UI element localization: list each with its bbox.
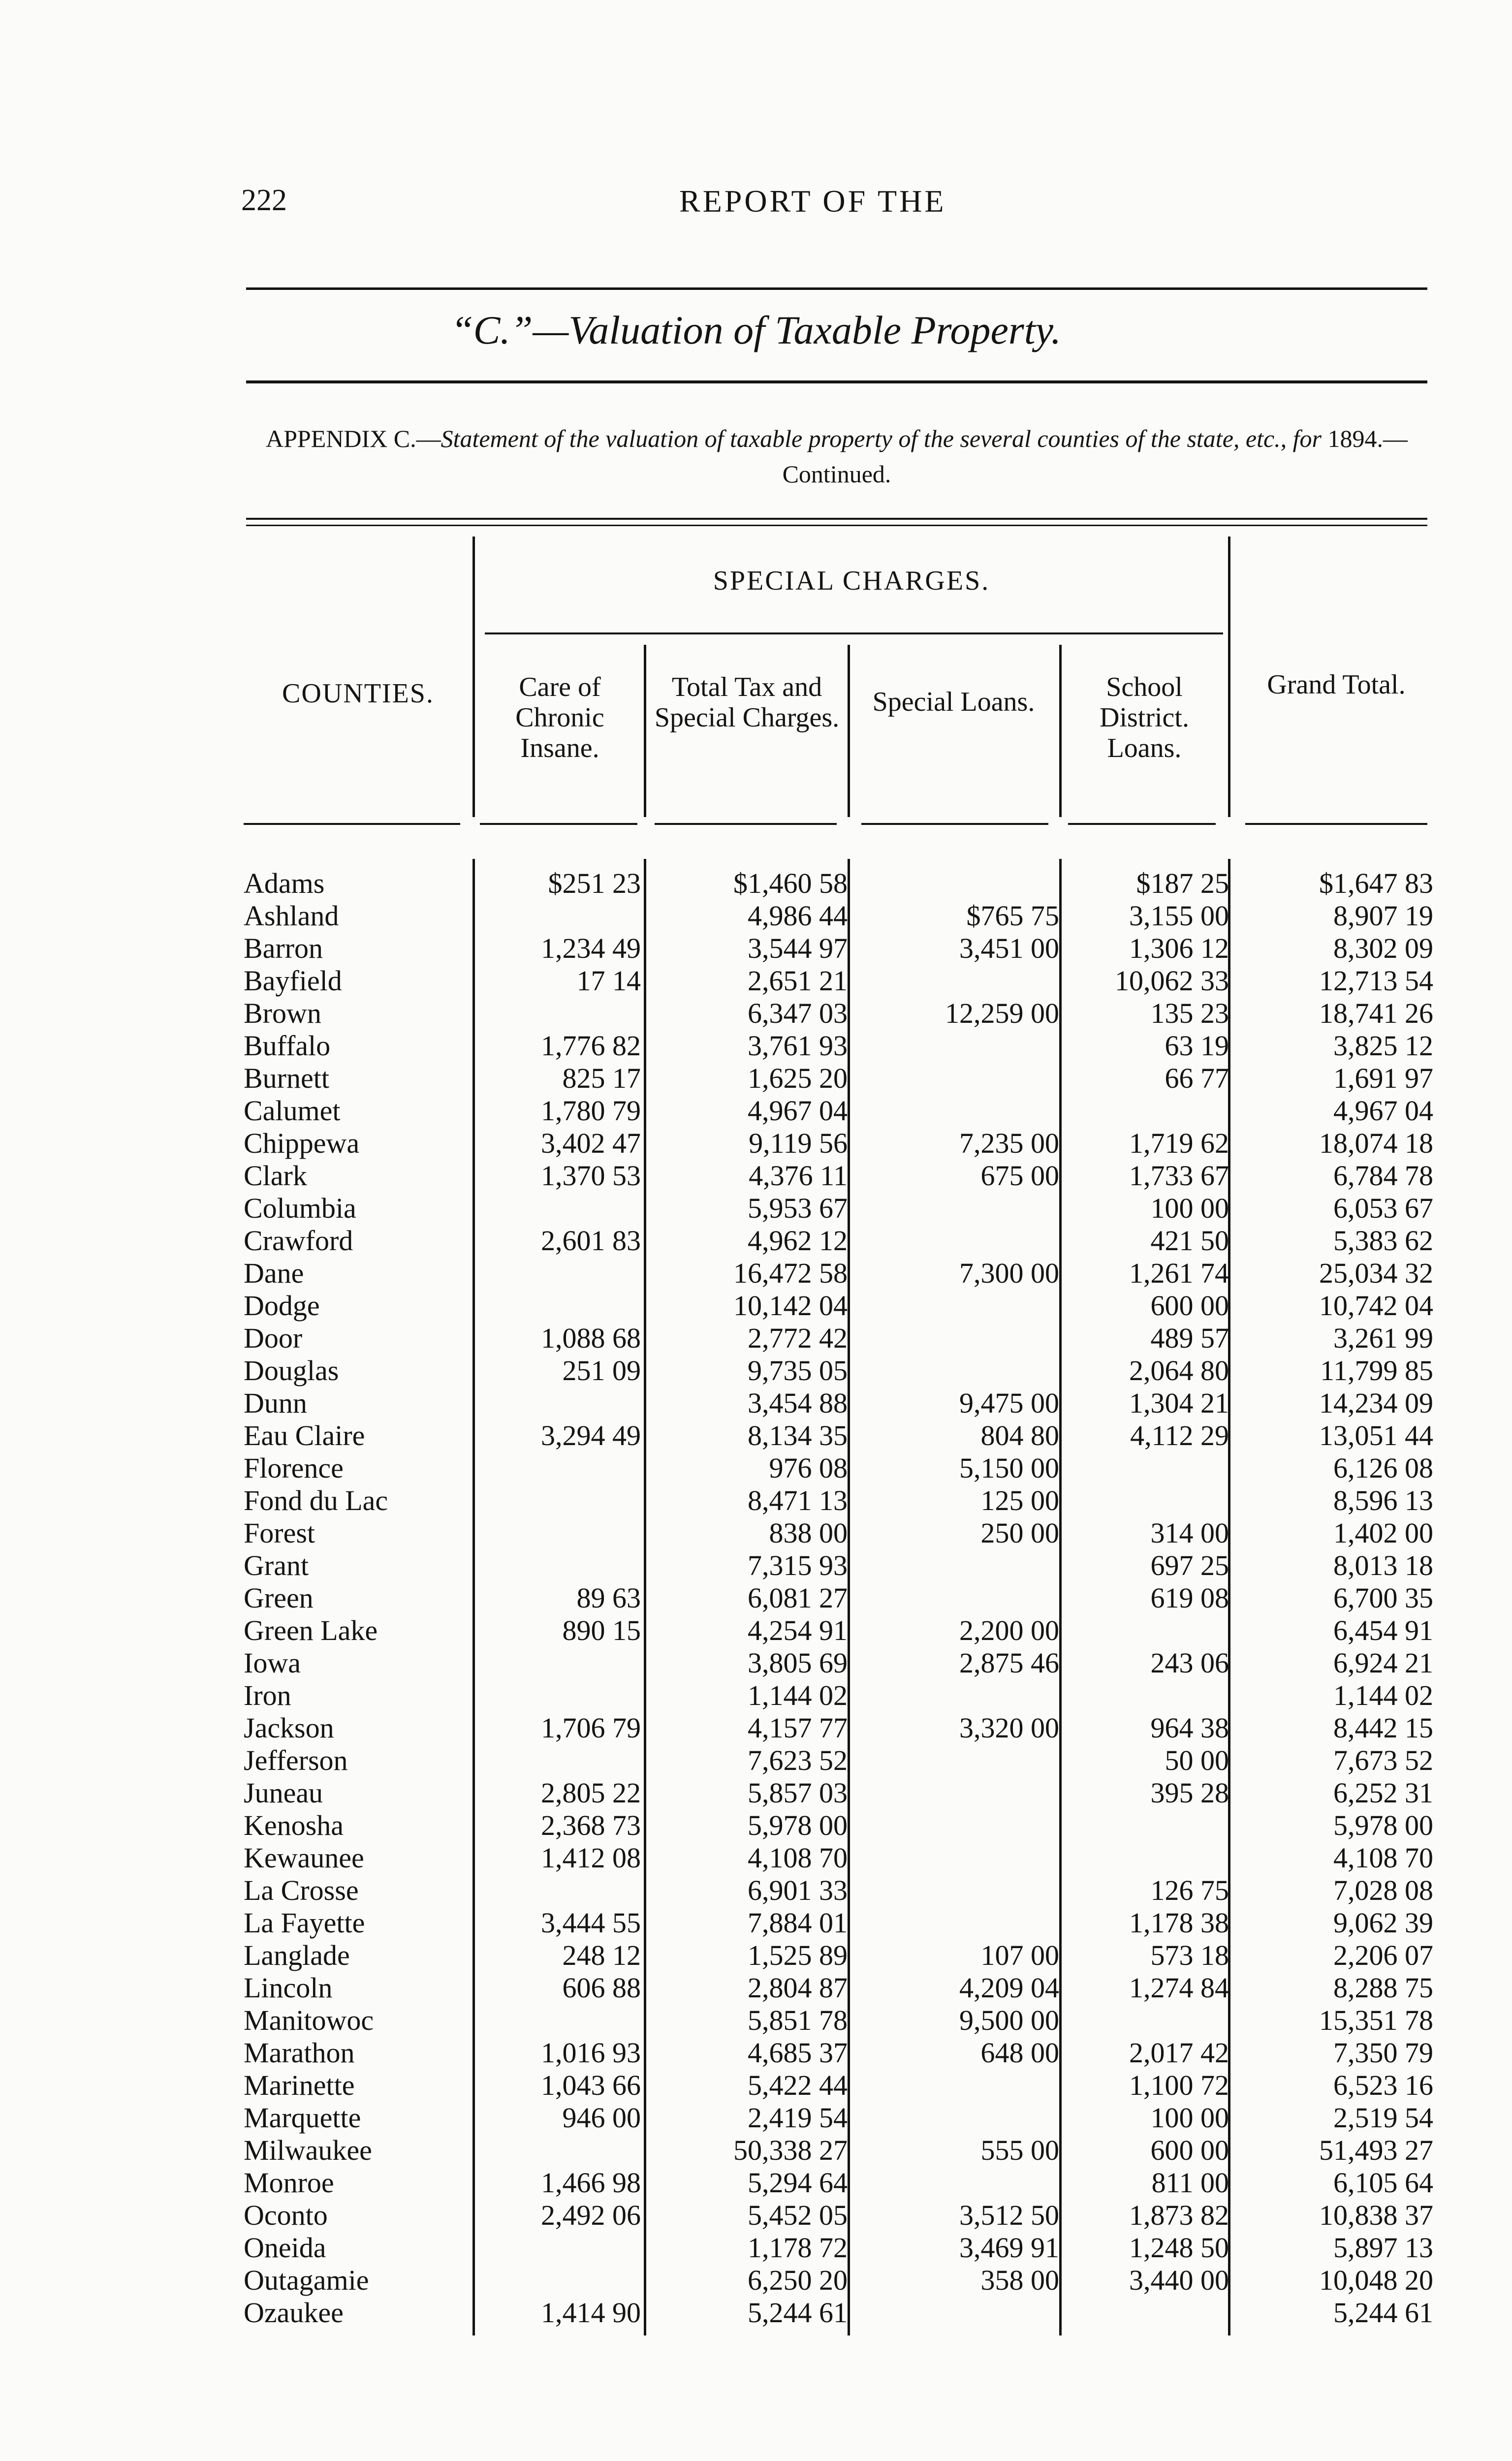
school-district-loans: 4,112 29 bbox=[1130, 1420, 1229, 1451]
grand-total: 1,402 00 bbox=[1333, 1517, 1433, 1549]
table-row bbox=[0, 1874, 1512, 1907]
school-district-loans: 66 77 bbox=[1165, 1062, 1229, 1094]
grand-total: 7,350 79 bbox=[1333, 2037, 1433, 2069]
grand-total: 4,967 04 bbox=[1333, 1095, 1433, 1127]
total-tax-special-charges: 2,804 87 bbox=[748, 1972, 848, 2004]
grand-total: 8,302 09 bbox=[1333, 932, 1433, 964]
total-tax-special-charges: 3,761 93 bbox=[748, 1030, 848, 1062]
grand-total: 18,741 26 bbox=[1319, 997, 1433, 1029]
county-name: Ozaukee bbox=[244, 2297, 344, 2329]
grand-total: 10,838 37 bbox=[1319, 2199, 1433, 2231]
special-loans: 648 00 bbox=[980, 2037, 1059, 2069]
grand-total: 6,523 16 bbox=[1333, 2069, 1433, 2101]
county-name: Kewaunee bbox=[244, 1842, 364, 1874]
special-loans: 4,209 04 bbox=[959, 1972, 1059, 2004]
county-name: Lincoln bbox=[244, 1972, 333, 2004]
total-tax-special-charges: $1,460 58 bbox=[733, 867, 848, 899]
school-district-loans: 600 00 bbox=[1150, 1290, 1229, 1322]
grand-total: 12,713 54 bbox=[1319, 965, 1433, 997]
table-row bbox=[0, 900, 1512, 932]
county-name: Marquette bbox=[244, 2102, 361, 2134]
special-loans: 250 00 bbox=[980, 1517, 1059, 1549]
group-header-rule bbox=[485, 632, 1223, 634]
county-name: Outagamie bbox=[244, 2264, 369, 2296]
total-tax-special-charges: 3,544 97 bbox=[748, 932, 848, 964]
school-district-loans: 50 00 bbox=[1165, 1744, 1229, 1776]
table-row bbox=[0, 2069, 1512, 2102]
header-underline-5 bbox=[1068, 823, 1216, 825]
running-head: REPORT OF THE bbox=[679, 184, 946, 219]
grand-total: 6,454 91 bbox=[1333, 1614, 1433, 1646]
grand-total: 8,288 75 bbox=[1333, 1972, 1433, 2004]
county-name: Brown bbox=[244, 997, 321, 1029]
county-name: Clark bbox=[244, 1160, 307, 1192]
grand-total: 13,051 44 bbox=[1319, 1420, 1433, 1451]
care-chronic-insane: 946 00 bbox=[562, 2102, 641, 2134]
table-row bbox=[0, 867, 1512, 900]
table-row bbox=[0, 2264, 1512, 2297]
total-tax-special-charges: 4,157 77 bbox=[748, 1712, 848, 1744]
table-row bbox=[0, 1712, 1512, 1744]
title-rule bbox=[246, 380, 1427, 383]
county-name: Columbia bbox=[244, 1192, 356, 1224]
table-row bbox=[0, 2004, 1512, 2037]
total-tax-special-charges: 16,472 58 bbox=[733, 1257, 848, 1289]
care-chronic-insane: 1,088 68 bbox=[541, 1322, 641, 1354]
county-name: Milwaukee bbox=[244, 2134, 372, 2166]
total-tax-special-charges: 838 00 bbox=[769, 1517, 848, 1549]
county-name: Ashland bbox=[244, 900, 339, 932]
school-district-loans: 1,248 50 bbox=[1129, 2232, 1229, 2264]
header-underline-2 bbox=[480, 823, 637, 825]
table-row bbox=[0, 1257, 1512, 1290]
total-tax-special-charges: 10,142 04 bbox=[733, 1290, 848, 1322]
grand-total: 6,700 35 bbox=[1333, 1582, 1433, 1614]
total-tax-special-charges: 7,884 01 bbox=[748, 1907, 848, 1939]
table-row bbox=[0, 1809, 1512, 1842]
special-loans: 107 00 bbox=[980, 1939, 1059, 1971]
county-name: Crawford bbox=[244, 1225, 353, 1257]
total-tax-special-charges: 5,452 05 bbox=[748, 2199, 848, 2231]
table-row bbox=[0, 2297, 1512, 2329]
special-loans: 9,475 00 bbox=[959, 1387, 1059, 1419]
total-tax-special-charges: 8,471 13 bbox=[748, 1484, 848, 1516]
grand-total: 5,897 13 bbox=[1333, 2232, 1433, 2264]
table-row bbox=[0, 932, 1512, 965]
total-tax-special-charges: 5,851 78 bbox=[748, 2004, 848, 2036]
care-chronic-insane: 1,234 49 bbox=[541, 932, 641, 964]
school-district-loans: 100 00 bbox=[1150, 1192, 1229, 1224]
table-row bbox=[0, 1062, 1512, 1095]
school-district-loans: 697 25 bbox=[1150, 1549, 1229, 1581]
total-tax-special-charges: 9,735 05 bbox=[748, 1355, 848, 1387]
county-name: La Fayette bbox=[244, 1907, 365, 1939]
special-loans: $765 75 bbox=[966, 900, 1059, 932]
school-district-loans: 3,155 00 bbox=[1129, 900, 1229, 932]
care-chronic-insane: 606 88 bbox=[562, 1972, 641, 2004]
grand-total: 8,442 15 bbox=[1333, 1712, 1433, 1744]
table-row bbox=[0, 1582, 1512, 1614]
county-name: Kenosha bbox=[244, 1809, 344, 1841]
table-row bbox=[0, 1517, 1512, 1549]
caption-suffix: .—Continued. bbox=[782, 425, 1408, 488]
total-tax-special-charges: 3,805 69 bbox=[748, 1647, 848, 1679]
total-tax-special-charges: 5,857 03 bbox=[748, 1777, 848, 1809]
page-number: 222 bbox=[241, 184, 287, 217]
school-district-loans: 573 18 bbox=[1150, 1939, 1229, 1971]
total-tax-special-charges: 2,651 21 bbox=[748, 965, 848, 997]
grand-total: 6,252 31 bbox=[1333, 1777, 1433, 1809]
table-row bbox=[0, 2102, 1512, 2134]
care-chronic-insane: 1,414 90 bbox=[541, 2297, 641, 2329]
table-row bbox=[0, 2232, 1512, 2264]
header-underline-1 bbox=[244, 823, 460, 825]
table-row bbox=[0, 1484, 1512, 1517]
school-district-loans: 421 50 bbox=[1150, 1225, 1229, 1257]
care-chronic-insane: 1,776 82 bbox=[541, 1030, 641, 1062]
total-tax-special-charges: 7,623 52 bbox=[748, 1744, 848, 1776]
table-row bbox=[0, 1420, 1512, 1452]
table-row bbox=[0, 2134, 1512, 2167]
county-name: Dunn bbox=[244, 1387, 307, 1419]
table-row bbox=[0, 1907, 1512, 1939]
grand-total: 14,234 09 bbox=[1319, 1387, 1433, 1419]
county-name: Langlade bbox=[244, 1939, 350, 1971]
grand-total: 10,048 20 bbox=[1319, 2264, 1433, 2296]
care-chronic-insane: 251 09 bbox=[562, 1355, 641, 1387]
school-district-loans: 3,440 00 bbox=[1129, 2264, 1229, 2296]
header-underline-3 bbox=[655, 823, 837, 825]
care-chronic-insane: 1,706 79 bbox=[541, 1712, 641, 1744]
county-name: Grant bbox=[244, 1549, 309, 1581]
care-chronic-insane: 89 63 bbox=[576, 1582, 641, 1614]
care-chronic-insane: $251 23 bbox=[548, 867, 641, 899]
school-district-loans: 1,100 72 bbox=[1129, 2069, 1229, 2101]
table-row bbox=[0, 2167, 1512, 2199]
grand-total: 6,126 08 bbox=[1333, 1452, 1433, 1484]
total-tax-special-charges: 6,081 27 bbox=[748, 1582, 848, 1614]
total-tax-special-charges: 50,338 27 bbox=[733, 2134, 848, 2166]
care-chronic-insane: 1,043 66 bbox=[541, 2069, 641, 2101]
school-district-loans: 1,873 82 bbox=[1129, 2199, 1229, 2231]
special-loans: 804 80 bbox=[980, 1420, 1059, 1451]
county-name: Manitowoc bbox=[244, 2004, 374, 2036]
school-district-loans: 600 00 bbox=[1150, 2134, 1229, 2166]
grand-total: 6,053 67 bbox=[1333, 1192, 1433, 1224]
school-district-loans: 63 19 bbox=[1165, 1030, 1229, 1062]
table-row bbox=[0, 1549, 1512, 1582]
header-underline-6 bbox=[1245, 823, 1427, 825]
county-name: Eau Claire bbox=[244, 1420, 365, 1451]
care-chronic-insane: 3,444 55 bbox=[541, 1907, 641, 1939]
grand-total: 51,493 27 bbox=[1319, 2134, 1433, 2166]
special-loans: 9,500 00 bbox=[959, 2004, 1059, 2036]
care-chronic-insane: 1,466 98 bbox=[541, 2167, 641, 2199]
total-tax-special-charges: 2,772 42 bbox=[748, 1322, 848, 1354]
grand-total: 25,034 32 bbox=[1319, 1257, 1433, 1289]
county-name: Marinette bbox=[244, 2069, 355, 2101]
table-rule-2 bbox=[246, 525, 1427, 526]
county-name: Fond du Lac bbox=[244, 1484, 388, 1516]
total-tax-special-charges: 1,178 72 bbox=[748, 2232, 848, 2264]
county-name: Green Lake bbox=[244, 1614, 378, 1646]
grand-total: 9,062 39 bbox=[1333, 1907, 1433, 1939]
special-loans: 3,320 00 bbox=[959, 1712, 1059, 1744]
care-chronic-insane: 2,492 06 bbox=[541, 2199, 641, 2231]
total-tax-special-charges: 5,978 00 bbox=[748, 1809, 848, 1841]
grand-total: 8,907 19 bbox=[1333, 900, 1433, 932]
total-tax-special-charges: 5,244 61 bbox=[748, 2297, 848, 2329]
table-row bbox=[0, 1972, 1512, 2004]
county-name: Jefferson bbox=[244, 1744, 348, 1776]
column-header-special-loans: Special Loans. bbox=[872, 687, 1035, 717]
total-tax-special-charges: 6,901 33 bbox=[748, 1874, 848, 1906]
grand-total: 3,261 99 bbox=[1333, 1322, 1433, 1354]
special-loans: 7,235 00 bbox=[959, 1127, 1059, 1159]
grand-total: 4,108 70 bbox=[1333, 1842, 1433, 1874]
county-name: Dodge bbox=[244, 1290, 320, 1322]
header-underline-4 bbox=[861, 823, 1048, 825]
header-divider-3 bbox=[848, 645, 850, 817]
table-row bbox=[0, 1030, 1512, 1062]
county-name: Oconto bbox=[244, 2199, 328, 2231]
table-body bbox=[0, 867, 1512, 2329]
total-tax-special-charges: 3,454 88 bbox=[748, 1387, 848, 1419]
school-district-loans: 1,719 62 bbox=[1129, 1127, 1229, 1159]
county-name: Oneida bbox=[244, 2232, 326, 2264]
table-row bbox=[0, 1095, 1512, 1127]
care-chronic-insane: 1,370 53 bbox=[541, 1160, 641, 1192]
section-title: “C.”—Valuation of Taxable Property. bbox=[450, 308, 1061, 352]
table-row bbox=[0, 1452, 1512, 1484]
table-row bbox=[0, 1744, 1512, 1777]
school-district-loans: 243 06 bbox=[1150, 1647, 1229, 1679]
total-tax-special-charges: 4,108 70 bbox=[748, 1842, 848, 1874]
column-header-chronic-insane: Care of Chronic Insane. bbox=[515, 672, 604, 763]
total-tax-special-charges: 4,967 04 bbox=[748, 1095, 848, 1127]
care-chronic-insane: 3,294 49 bbox=[541, 1420, 641, 1451]
total-tax-special-charges: 6,347 03 bbox=[748, 997, 848, 1029]
grand-total: 1,144 02 bbox=[1333, 1679, 1433, 1711]
county-name: Barron bbox=[244, 932, 323, 964]
table-row bbox=[0, 1614, 1512, 1647]
table-row bbox=[0, 1160, 1512, 1192]
school-district-loans: 619 08 bbox=[1150, 1582, 1229, 1614]
care-chronic-insane: 1,016 93 bbox=[541, 2037, 641, 2069]
total-tax-special-charges: 1,525 89 bbox=[748, 1939, 848, 1971]
school-district-loans: 1,733 67 bbox=[1129, 1160, 1229, 1192]
school-district-loans: 1,261 74 bbox=[1129, 1257, 1229, 1289]
table-row bbox=[0, 1290, 1512, 1322]
grand-total: 5,383 62 bbox=[1333, 1225, 1433, 1257]
table-row bbox=[0, 1679, 1512, 1712]
grand-total: 8,596 13 bbox=[1333, 1484, 1433, 1516]
school-district-loans: 126 75 bbox=[1150, 1874, 1229, 1906]
care-chronic-insane: 2,601 83 bbox=[541, 1225, 641, 1257]
school-district-loans: 1,304 21 bbox=[1129, 1387, 1229, 1419]
school-district-loans: 2,064 80 bbox=[1129, 1355, 1229, 1387]
total-tax-special-charges: 4,254 91 bbox=[748, 1614, 848, 1646]
table-row bbox=[0, 1322, 1512, 1355]
care-chronic-insane: 17 14 bbox=[576, 965, 641, 997]
total-tax-special-charges: 4,376 11 bbox=[749, 1160, 848, 1192]
grand-total: 15,351 78 bbox=[1319, 2004, 1433, 2036]
total-tax-special-charges: 8,134 35 bbox=[748, 1420, 848, 1451]
special-loans: 5,150 00 bbox=[959, 1452, 1059, 1484]
county-name: Dane bbox=[244, 1257, 304, 1289]
county-name: Chippewa bbox=[244, 1127, 360, 1159]
table-row bbox=[0, 2037, 1512, 2069]
table-row bbox=[0, 1127, 1512, 1160]
column-header-grand-total: Grand Total. bbox=[1267, 669, 1406, 700]
grand-total: 8,013 18 bbox=[1333, 1549, 1433, 1581]
care-chronic-insane: 1,412 08 bbox=[541, 1842, 641, 1874]
county-name: La Crosse bbox=[244, 1874, 359, 1906]
grand-total: 6,924 21 bbox=[1333, 1647, 1433, 1679]
special-loans: 7,300 00 bbox=[959, 1257, 1059, 1289]
total-tax-special-charges: 2,419 54 bbox=[748, 2102, 848, 2134]
county-name: Adams bbox=[244, 867, 325, 899]
special-loans: 2,200 00 bbox=[959, 1614, 1059, 1646]
special-loans: 12,259 00 bbox=[945, 997, 1059, 1029]
county-name: Juneau bbox=[244, 1777, 323, 1809]
table-row bbox=[0, 965, 1512, 997]
county-name: Jackson bbox=[244, 1712, 334, 1744]
county-name: Florence bbox=[244, 1452, 344, 1484]
total-tax-special-charges: 1,625 20 bbox=[748, 1062, 848, 1094]
county-name: Iowa bbox=[244, 1647, 301, 1679]
grand-total: 5,244 61 bbox=[1333, 2297, 1433, 2329]
caption-prefix: APPENDIX C.— bbox=[265, 425, 441, 452]
grand-total: 7,673 52 bbox=[1333, 1744, 1433, 1776]
grand-total: 6,105 64 bbox=[1333, 2167, 1433, 2199]
care-chronic-insane: 3,402 47 bbox=[541, 1127, 641, 1159]
school-district-loans: 2,017 42 bbox=[1129, 2037, 1229, 2069]
care-chronic-insane: 2,368 73 bbox=[541, 1809, 641, 1841]
care-chronic-insane: 248 12 bbox=[562, 1939, 641, 1971]
special-charges-header: SPECIAL CHARGES. bbox=[713, 566, 990, 596]
table-row bbox=[0, 1387, 1512, 1420]
grand-total: 11,799 85 bbox=[1320, 1355, 1433, 1387]
grand-total: 18,074 18 bbox=[1319, 1127, 1433, 1159]
special-loans: 2,875 46 bbox=[959, 1647, 1059, 1679]
special-loans: 3,512 50 bbox=[959, 2199, 1059, 2231]
school-district-loans: 10,062 33 bbox=[1115, 965, 1229, 997]
special-loans: 675 00 bbox=[980, 1160, 1059, 1192]
county-name: Calumet bbox=[244, 1095, 341, 1127]
top-rule bbox=[246, 287, 1427, 290]
grand-total: 6,784 78 bbox=[1333, 1160, 1433, 1192]
school-district-loans: $187 25 bbox=[1136, 867, 1229, 899]
table-caption bbox=[236, 421, 1437, 492]
table-row bbox=[0, 1647, 1512, 1679]
county-name: Buffalo bbox=[244, 1030, 331, 1062]
county-name: Iron bbox=[244, 1679, 291, 1711]
school-district-loans: 1,306 12 bbox=[1129, 932, 1229, 964]
school-district-loans: 811 00 bbox=[1151, 2167, 1229, 2199]
table-row bbox=[0, 2199, 1512, 2232]
table-row bbox=[0, 1192, 1512, 1225]
care-chronic-insane: 890 15 bbox=[562, 1614, 641, 1646]
table-row bbox=[0, 1939, 1512, 1972]
header-divider-4 bbox=[1059, 645, 1062, 817]
column-header-total-tax: Total Tax and Special Charges. bbox=[654, 672, 840, 733]
total-tax-special-charges: 5,953 67 bbox=[748, 1192, 848, 1224]
special-loans: 3,451 00 bbox=[959, 932, 1059, 964]
county-name: Burnett bbox=[244, 1062, 329, 1094]
school-district-loans: 100 00 bbox=[1150, 2102, 1229, 2134]
county-name: Monroe bbox=[244, 2167, 334, 2199]
school-district-loans: 1,178 38 bbox=[1129, 1907, 1229, 1939]
total-tax-special-charges: 9,119 56 bbox=[749, 1127, 848, 1159]
grand-total: 5,978 00 bbox=[1333, 1809, 1433, 1841]
total-tax-special-charges: 4,986 44 bbox=[748, 900, 848, 932]
school-district-loans: 964 38 bbox=[1150, 1712, 1229, 1744]
total-tax-special-charges: 5,294 64 bbox=[748, 2167, 848, 2199]
table-row bbox=[0, 1225, 1512, 1257]
caption-year: 1894 bbox=[1327, 425, 1377, 452]
total-tax-special-charges: 976 08 bbox=[769, 1452, 848, 1484]
total-tax-special-charges: 6,250 20 bbox=[748, 2264, 848, 2296]
county-name: Door bbox=[244, 1322, 303, 1354]
school-district-loans: 314 00 bbox=[1150, 1517, 1229, 1549]
care-chronic-insane: 825 17 bbox=[562, 1062, 641, 1094]
table-row bbox=[0, 1777, 1512, 1809]
grand-total: 7,028 08 bbox=[1333, 1874, 1433, 1906]
total-tax-special-charges: 7,315 93 bbox=[748, 1549, 848, 1581]
table-row bbox=[0, 997, 1512, 1030]
county-name: Douglas bbox=[244, 1355, 339, 1387]
total-tax-special-charges: 4,685 37 bbox=[748, 2037, 848, 2069]
special-loans: 358 00 bbox=[980, 2264, 1059, 2296]
grand-total: 2,519 54 bbox=[1333, 2102, 1433, 2134]
grand-total: 1,691 97 bbox=[1333, 1062, 1433, 1094]
special-loans: 125 00 bbox=[980, 1484, 1059, 1516]
county-name: Bayfield bbox=[244, 965, 342, 997]
table-row bbox=[0, 1842, 1512, 1874]
school-district-loans: 489 57 bbox=[1150, 1322, 1229, 1354]
special-loans: 3,469 91 bbox=[959, 2232, 1059, 2264]
school-district-loans: 135 23 bbox=[1150, 997, 1229, 1029]
care-chronic-insane: 2,805 22 bbox=[541, 1777, 641, 1809]
grand-total: 3,825 12 bbox=[1333, 1030, 1433, 1062]
county-name: Forest bbox=[244, 1517, 315, 1549]
column-header-school-loans: School District. Loans. bbox=[1100, 672, 1189, 763]
school-district-loans: 1,274 84 bbox=[1129, 1972, 1229, 2004]
caption-text: Statement of the valuation of taxable property of the several counties of the state, etc., for bbox=[441, 425, 1322, 452]
care-chronic-insane: 1,780 79 bbox=[541, 1095, 641, 1127]
county-name: Green bbox=[244, 1582, 314, 1614]
grand-total: 2,206 07 bbox=[1333, 1939, 1433, 1971]
special-loans: 555 00 bbox=[980, 2134, 1059, 2166]
school-district-loans: 395 28 bbox=[1150, 1777, 1229, 1809]
total-tax-special-charges: 5,422 44 bbox=[748, 2069, 848, 2101]
total-tax-special-charges: 4,962 12 bbox=[748, 1225, 848, 1257]
grand-total: 10,742 04 bbox=[1319, 1290, 1433, 1322]
column-header-counties: COUNTIES. bbox=[282, 678, 434, 709]
table-row bbox=[0, 1355, 1512, 1387]
table-rule-1 bbox=[246, 518, 1427, 520]
header-divider-2 bbox=[644, 645, 646, 817]
grand-total: $1,647 83 bbox=[1319, 867, 1433, 899]
county-name: Marathon bbox=[244, 2037, 355, 2069]
total-tax-special-charges: 1,144 02 bbox=[748, 1679, 848, 1711]
